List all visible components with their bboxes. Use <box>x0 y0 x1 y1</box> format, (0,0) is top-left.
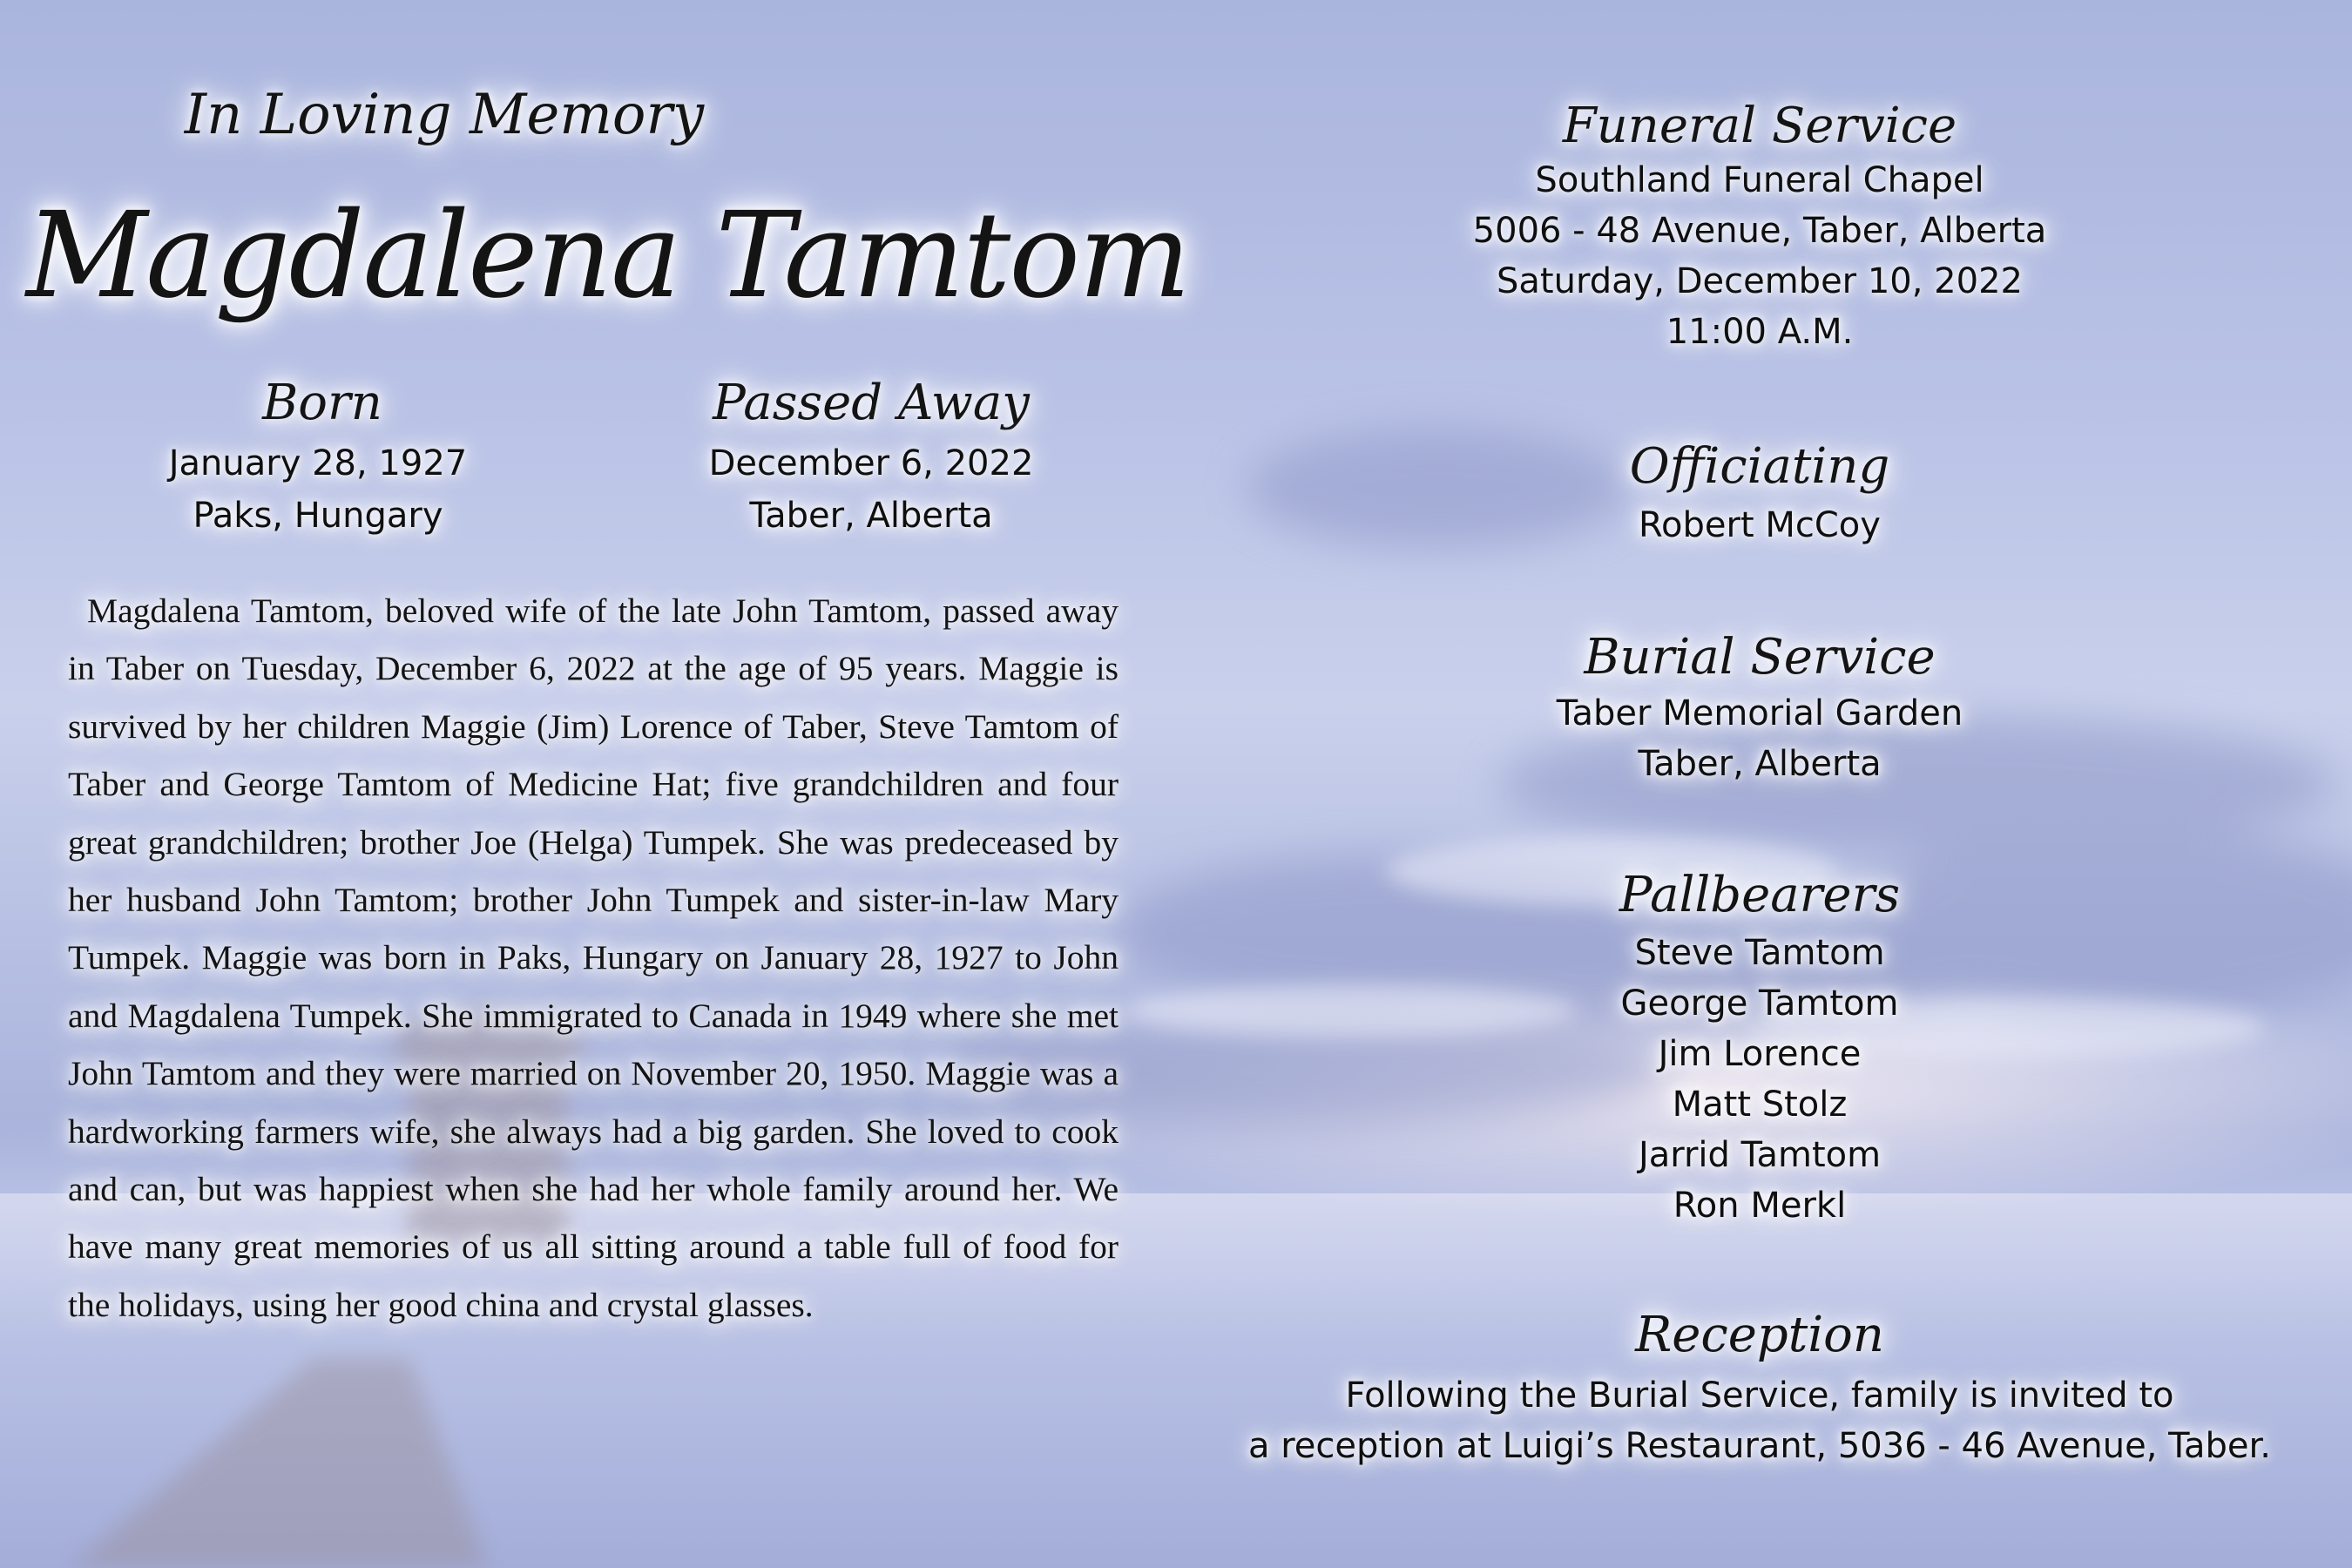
born-date: January 28, 1927 <box>168 443 468 483</box>
pallbearer: Ron Merkl <box>1673 1186 1847 1226</box>
pallbearer: Steve Tamtom <box>1634 933 1885 973</box>
born-place: Paks, Hungary <box>193 496 443 536</box>
burial-service-details <box>1281 688 2239 789</box>
reception-heading: Reception <box>1635 1307 1884 1363</box>
passed-date: December 6, 2022 <box>708 443 1034 483</box>
funeral-venue: Southland Funeral Chapel <box>1535 160 1984 200</box>
funeral-service-details <box>1281 155 2239 357</box>
in-loving-memory-heading: In Loving Memory <box>184 83 705 147</box>
deceased-name: Magdalena Tamtom <box>26 187 1190 325</box>
passed-away-heading: Passed Away <box>713 375 1030 431</box>
officiating-details <box>1281 500 2239 551</box>
burial-service-heading: Burial Service <box>1584 629 1936 686</box>
pallbearers-heading: Pallbearers <box>1619 867 1901 923</box>
passed-place: Taber, Alberta <box>749 496 993 536</box>
reception-line-1: Following the Burial Service, family is invited to <box>1345 1375 2174 1416</box>
funeral-service-heading: Funeral Service <box>1562 98 1957 154</box>
obituary-text: Magdalena Tamtom, beloved wife of the late John Tamtom, passed away in Taber on Tuesday, December 6, 2022 at the age of 95 years. Maggie is survived by her children Maggie (Jim) Lorence of Taber, Steve Tamtom of Taber and George Tamtom of Medicine Hat; five grandchildren and four great grandchildren; brother Joe (Helga) Tumpek. She was predeceased by her husband John Tamtom; brother John Tumpek and sister-in-law Mary Tumpek. Maggie was born in Paks, Hungary on January 28, 1927 to John and Magdalena Tumpek. She immigrated to Canada in 1949 where she met John Tamtom and they were married on November 20, 1950. Maggie was a hardworking farmers wife, she always had a big garden. She loved to cook and can, but was happiest when she had her whole family around her. We have many great memories of us all sitting around a table full of food for the holidays, using her good china and crystal glasses. <box>68 591 1119 1324</box>
born-details <box>113 437 523 542</box>
pallbearers-list <box>1281 928 2239 1231</box>
passed-away-details <box>662 437 1080 542</box>
pallbearer: Matt Stolz <box>1672 1085 1848 1125</box>
pallbearer: Jarrid Tamtom <box>1638 1135 1882 1175</box>
reception-line-2: a reception at Luigi’s Restaurant, 5036 - 46 Avenue, Taber. <box>1247 1426 2271 1466</box>
burial-venue: Taber Memorial Garden <box>1556 693 1963 733</box>
funeral-address: 5006 - 48 Avenue, Taber, Alberta <box>1472 211 2047 251</box>
funeral-time: 11:00 A.M. <box>1666 312 1854 352</box>
officiant-name: Robert McCoy <box>1639 505 1881 545</box>
burial-place: Taber, Alberta <box>1638 744 1882 784</box>
pallbearer: George Tamtom <box>1620 983 1899 1024</box>
funeral-date: Saturday, December 10, 2022 <box>1497 261 2023 301</box>
born-heading: Born <box>262 375 382 431</box>
pallbearer: Jim Lorence <box>1658 1034 1862 1074</box>
officiating-heading: Officiating <box>1629 438 1890 495</box>
reception-details <box>1185 1370 2335 1471</box>
